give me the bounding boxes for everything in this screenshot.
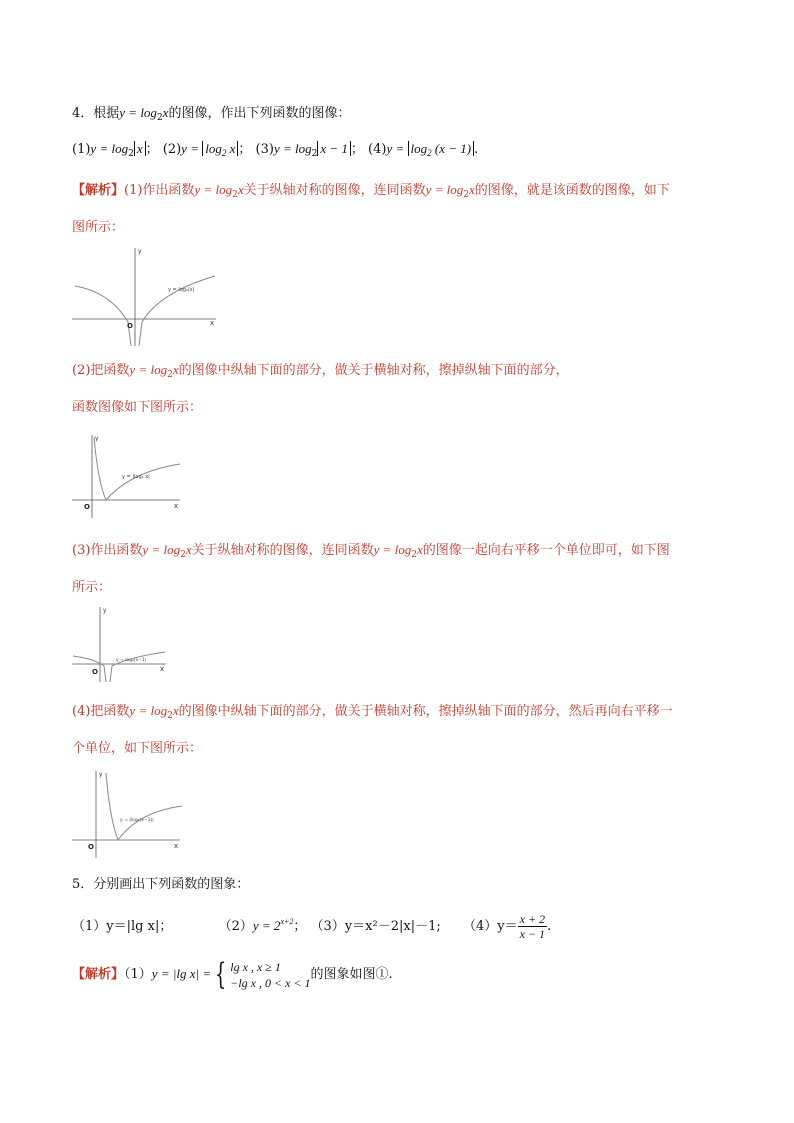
solution4-p3-base: 2 bbox=[180, 550, 186, 560]
q4-item4-sep: . bbox=[474, 142, 479, 157]
solution4-p3-x2: x bbox=[417, 542, 423, 557]
solution4-p4-b: 的图像中纵轴下面的部分，做关于横轴对称，擦掉纵轴下面的部分，然后再向右平移一 bbox=[178, 704, 673, 719]
graph-1-axis-y: y bbox=[138, 248, 142, 255]
solution5 bbox=[72, 958, 393, 991]
graph-2-svg bbox=[70, 432, 185, 522]
solution4-p3-fn2: y = log bbox=[373, 542, 412, 557]
q5-item4-end: . bbox=[547, 919, 552, 934]
q4-item1-base: 2 bbox=[128, 149, 134, 159]
q4-title-x: x bbox=[162, 105, 169, 120]
solution4-p3-fn: y = log bbox=[142, 542, 181, 557]
solution4-p1-base2: 2 bbox=[463, 190, 470, 200]
graph-2 bbox=[70, 432, 185, 526]
graph-3-svg bbox=[70, 604, 170, 684]
q4-item1-sep: ； bbox=[145, 142, 159, 157]
graph-2-origin: O bbox=[84, 503, 90, 511]
graph-2-axis-x: x bbox=[174, 502, 179, 510]
graph-4-origin: O bbox=[88, 843, 94, 851]
graph-3-axis-y: y bbox=[103, 607, 107, 614]
solution4-p3-base2: 2 bbox=[411, 550, 417, 560]
q4-title-lead: 4．根据 bbox=[72, 106, 120, 121]
solution4-p3-a: (3)作出函数 bbox=[72, 543, 143, 558]
q4-item2-base: 2 bbox=[221, 148, 227, 158]
solution4-p1 bbox=[72, 181, 670, 204]
graph-4-label: y = |log₂(x−1)| bbox=[120, 818, 154, 823]
solution4-p2-x: x bbox=[172, 362, 179, 377]
q4-item2-abs bbox=[202, 141, 238, 156]
solution4-p3-x: x bbox=[185, 542, 192, 557]
q4-item4-fn: y = bbox=[386, 141, 408, 156]
solution4-p3-c: 的图像一起向右平移一个单位即可，如下图 bbox=[422, 543, 670, 558]
graph-2-curve bbox=[94, 437, 180, 500]
q4-item4-inner: log bbox=[410, 141, 428, 156]
q5-item2-sup: x+2 bbox=[280, 917, 294, 926]
solution4-p2-b: 的图像中纵轴下面的部分，做关于横轴对称，擦掉纵轴下面的部分， bbox=[178, 363, 569, 378]
graph-3-axis-x: x bbox=[160, 665, 165, 673]
graph-4-curve bbox=[106, 773, 182, 840]
solution5-cases bbox=[230, 959, 310, 991]
q5-title: 5．分别画出下列函数的图象： bbox=[72, 877, 250, 892]
solution4-p2-fn: y = log bbox=[129, 362, 168, 377]
q4-item4-base: 2 bbox=[427, 148, 432, 158]
q5-item4-num: x + 2 bbox=[519, 912, 546, 926]
q5-item4-pre: （4）y＝ bbox=[463, 919, 518, 934]
graph-4-svg bbox=[70, 768, 185, 860]
q4-item4-abs bbox=[408, 141, 475, 156]
q4-item1-fn: y = log bbox=[90, 141, 129, 156]
q5-item2-pre: （2） bbox=[218, 919, 253, 934]
q4-item2-pre: (2) bbox=[162, 142, 182, 157]
solution4-p2-base: 2 bbox=[167, 370, 173, 380]
solution4-p1-b: 关于纵轴对称的图像，连同函数 bbox=[243, 183, 426, 198]
graph-1-origin: O bbox=[127, 322, 133, 330]
graph-1-axis-x: x bbox=[210, 319, 215, 327]
q4-item3-arg: x − 1 bbox=[317, 141, 351, 156]
solution4-p4 bbox=[72, 702, 673, 725]
graph-3-origin: O bbox=[92, 668, 98, 676]
solution4-p2 bbox=[72, 361, 569, 384]
q4-item2-arg: x bbox=[229, 141, 236, 156]
solution4-p1-cont: 图所示： bbox=[72, 220, 125, 235]
q4-item4-pre: (4) bbox=[368, 142, 387, 157]
q5-item3: （3）y＝x²－2|x|－1; bbox=[310, 919, 441, 934]
graph-3 bbox=[70, 604, 170, 688]
solution4-p1-a: (1)作出函数 bbox=[124, 183, 195, 198]
q4-title-tail: 的图像，作出下列函数的图像： bbox=[168, 106, 351, 121]
solution4-label: 【解析】 bbox=[72, 183, 125, 198]
graph-1-svg bbox=[70, 244, 220, 348]
q4-title-base: 2 bbox=[156, 113, 163, 123]
solution5-end: 的图象如图①. bbox=[310, 967, 393, 982]
q5-item4-frac bbox=[518, 912, 547, 941]
solution4-p2-a: (2)把函数 bbox=[72, 363, 130, 378]
solution4-p1-x: x bbox=[237, 182, 244, 197]
graph-3-curve-right bbox=[110, 652, 165, 682]
q4-item3-sep: ； bbox=[350, 142, 364, 157]
solution4-p3 bbox=[72, 541, 670, 564]
solution4-p1-x2: x bbox=[469, 182, 475, 197]
solution4-p4-fn: y = log bbox=[129, 703, 168, 718]
solution5-num: （1） bbox=[124, 967, 152, 982]
q4-title bbox=[72, 104, 350, 127]
solution4-p1-fn: y = log bbox=[194, 182, 233, 197]
q5-item4-den: x − 1 bbox=[519, 927, 546, 941]
q4-item2-inner: log bbox=[205, 141, 222, 156]
q5-item1: （1）y＝|lg x|； bbox=[72, 919, 173, 934]
graph-1-label: y = log₂|x| bbox=[168, 287, 195, 293]
solution5-brace: { bbox=[214, 956, 227, 992]
q4-title-fn: y = log bbox=[119, 105, 157, 120]
q4-item3-fn: y = log bbox=[273, 141, 312, 156]
solution4-p3-cont: 所示： bbox=[72, 580, 112, 595]
graph-2-axis-y: y bbox=[95, 435, 99, 442]
q4-item3-pre: (3) bbox=[255, 142, 274, 157]
graph-3-curve-left bbox=[73, 656, 106, 682]
q4-item1-pre: (1) bbox=[72, 142, 91, 157]
solution4-p2-cont: 函数图像如下图所示： bbox=[72, 400, 203, 415]
solution4-p3-b: 关于纵轴对称的图像，连同函数 bbox=[191, 543, 374, 558]
graph-1 bbox=[70, 244, 220, 352]
solution4-p4-a: (4)把函数 bbox=[72, 704, 130, 719]
q4-items bbox=[72, 140, 478, 163]
graph-4-axis-x: x bbox=[174, 842, 179, 850]
solution4-p1-c: 的图像，就是该函数的图像，如下 bbox=[474, 183, 670, 198]
solution4-p1-base: 2 bbox=[232, 190, 238, 200]
graph-1-curve-left bbox=[75, 286, 131, 346]
graph-4 bbox=[70, 768, 185, 864]
graph-3-label: y = log₂|x−1| bbox=[116, 658, 147, 663]
q4-item1-arg: x bbox=[134, 141, 146, 156]
solution5-case2: −lg x , 0 < x < 1 bbox=[230, 975, 311, 990]
solution5-fn: y = |lg x| = bbox=[151, 966, 212, 981]
graph-4-axis-y: y bbox=[99, 771, 103, 778]
solution4-p4-x: x bbox=[172, 703, 179, 718]
q4-item3-base: 2 bbox=[311, 149, 318, 159]
q5-items bbox=[72, 912, 551, 941]
solution4-p1-fn2: y = log bbox=[425, 182, 464, 197]
solution5-label: 【解析】 bbox=[72, 967, 125, 982]
solution5-case1: lg x , x ≥ 1 bbox=[230, 959, 281, 974]
q5-item2-fn: y = 2 bbox=[252, 918, 281, 933]
solution4-p4-base: 2 bbox=[167, 711, 173, 721]
q5-item2-sep: ； bbox=[293, 919, 307, 934]
q4-item2-sep: ； bbox=[238, 142, 252, 157]
q4-item2-fn: y = bbox=[181, 141, 203, 156]
q4-item4-arg: (x − 1) bbox=[434, 141, 472, 156]
graph-2-label: y = |log₂ x| bbox=[122, 474, 150, 480]
solution4-p4-cont: 个单位，如下图所示： bbox=[72, 741, 203, 756]
